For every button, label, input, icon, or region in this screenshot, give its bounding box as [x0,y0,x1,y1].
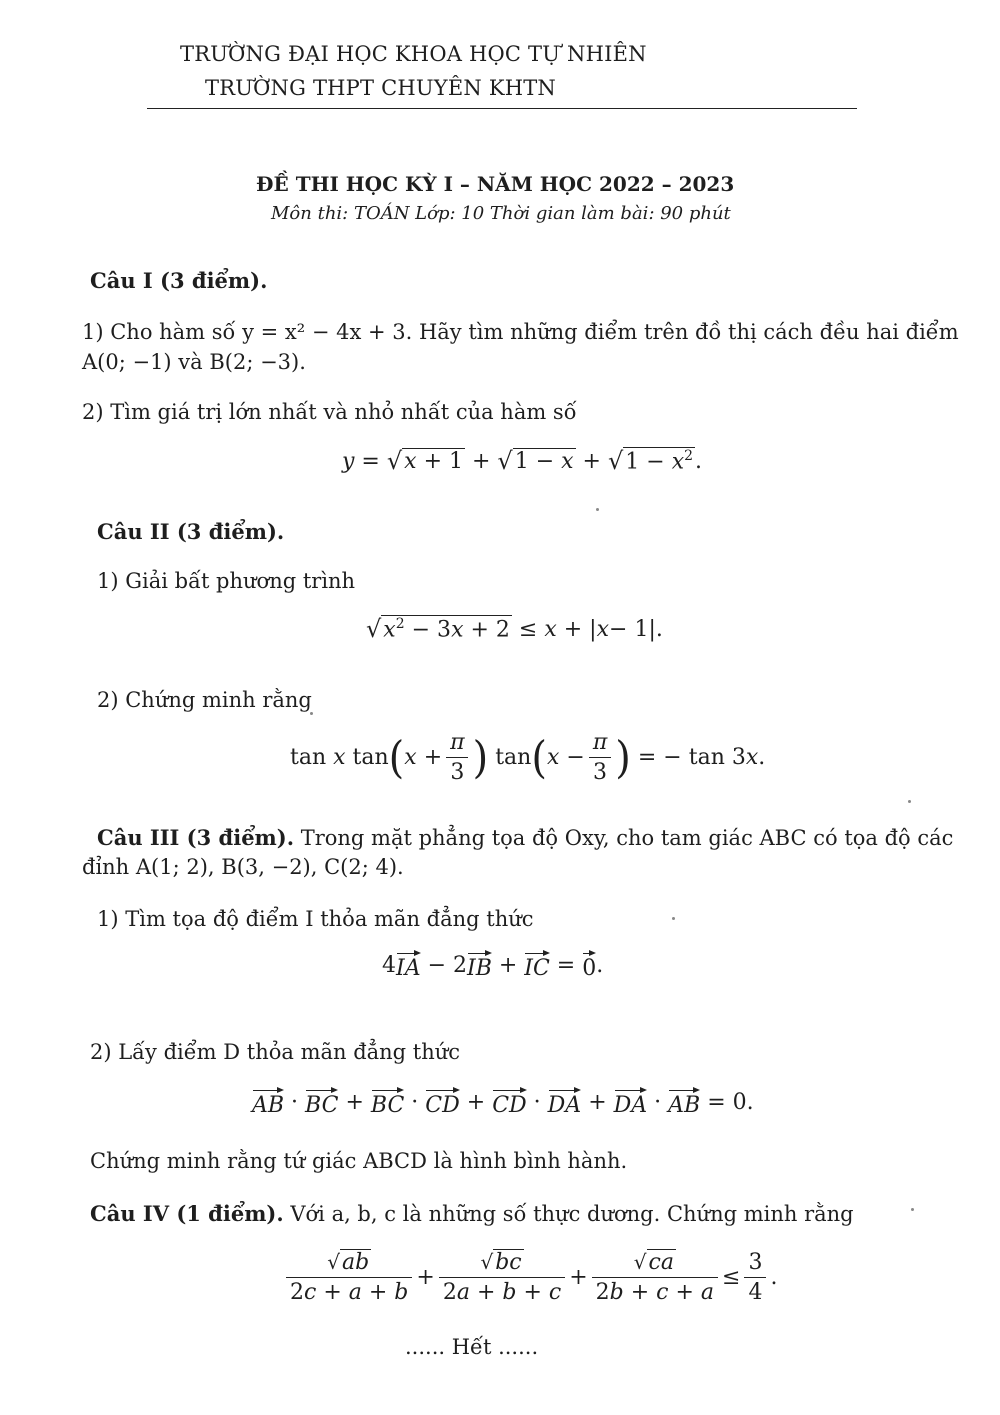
scan-speck [672,917,675,920]
question-4-formula: $\frac{√ab}{2c + a + b}$ + $\frac{√bc}{2a + b + c}$ + $\frac{√ca}{2b + c + a}$ ≤ $\frac{3}{4}$ . [282,1250,777,1305]
question-1-part-2: 2) Tìm giá trị lớn nhất và nhỏ nhất của hàm số [82,400,577,424]
question-2-heading: Câu II (3 điểm). [97,519,285,544]
question-3-intro-line-2: đỉnh A(1; 2), B(3, −2), C(2; 4). [82,855,404,879]
question-3-heading: Câu III (3 điểm). [97,825,295,850]
question-4-intro-line [90,1201,854,1226]
exam-subtitle: Môn thi: TOÁN Lớp: 10 Thời gian làm bài: 90 phút [271,203,731,224]
question-3-formula-2: AB · BC + BC · CD + CD · DA + DA · AB = 0. [252,1087,754,1118]
scan-speck [911,1208,914,1211]
question-3-formula-1: 4 IA − 2 IB + IC = 0 . [382,950,603,981]
scan-speck [596,508,599,511]
question-4-heading: Câu IV (1 điểm). [90,1201,284,1226]
question-1-part-1-line-1: 1) Cho hàm số y = x² − 4x + 3. Hãy tìm những điểm trên đồ thị cách đều hai điểm [82,320,959,344]
question-3-part-2: 2) Lấy điểm D thỏa mãn đẳng thức [90,1040,461,1064]
question-1-formula: y = √ x + 1 + √ 1 − x + √ $1 - x^2$ . [342,447,703,475]
end-marker: ...... Hết ...... [405,1335,539,1359]
question-1-part-1-line-2: A(0; −1) và B(2; −3). [82,350,306,374]
school-name: TRƯỜNG THPT CHUYÊN KHTN [205,76,556,100]
exam-title: ĐỀ THI HỌC KỲ I – NĂM HỌC 2022 – 2023 [256,172,735,196]
question-3-intro-line-1 [97,825,953,850]
header-divider [147,108,857,109]
question-3-conclusion: Chứng minh rằng tứ giác ABCD là hình bình hành. [90,1149,628,1173]
scan-speck [908,800,911,803]
university-name: TRƯỜNG ĐẠI HỌC KHOA HỌC TỰ NHIÊN [180,42,647,66]
question-2-formula-1: √ $x^2 - 3x + 2$ ≤ x + | x − 1|. [366,615,663,643]
question-3-intro: Trong mặt phẳng tọa độ Oxy, cho tam giác ABC có tọa độ các [294,826,954,850]
question-2-part-2: 2) Chứng minh rằng [97,688,312,712]
question-1-heading: Câu I (3 điểm). [90,268,268,293]
question-2-formula-2: tan x tan ( x + $\frac{\pi}{3}$ ) tan ( x − $\frac{\pi}{3}$ ) = − tan 3 x . [290,730,766,785]
scan-speck [310,712,313,715]
question-3-part-1: 1) Tìm tọa độ điểm I thỏa mãn đẳng thức [97,907,534,931]
question-4-intro: Với a, b, c là những số thực dương. Chứng minh rằng [283,1202,854,1226]
question-2-part-1: 1) Giải bất phương trình [97,569,356,593]
